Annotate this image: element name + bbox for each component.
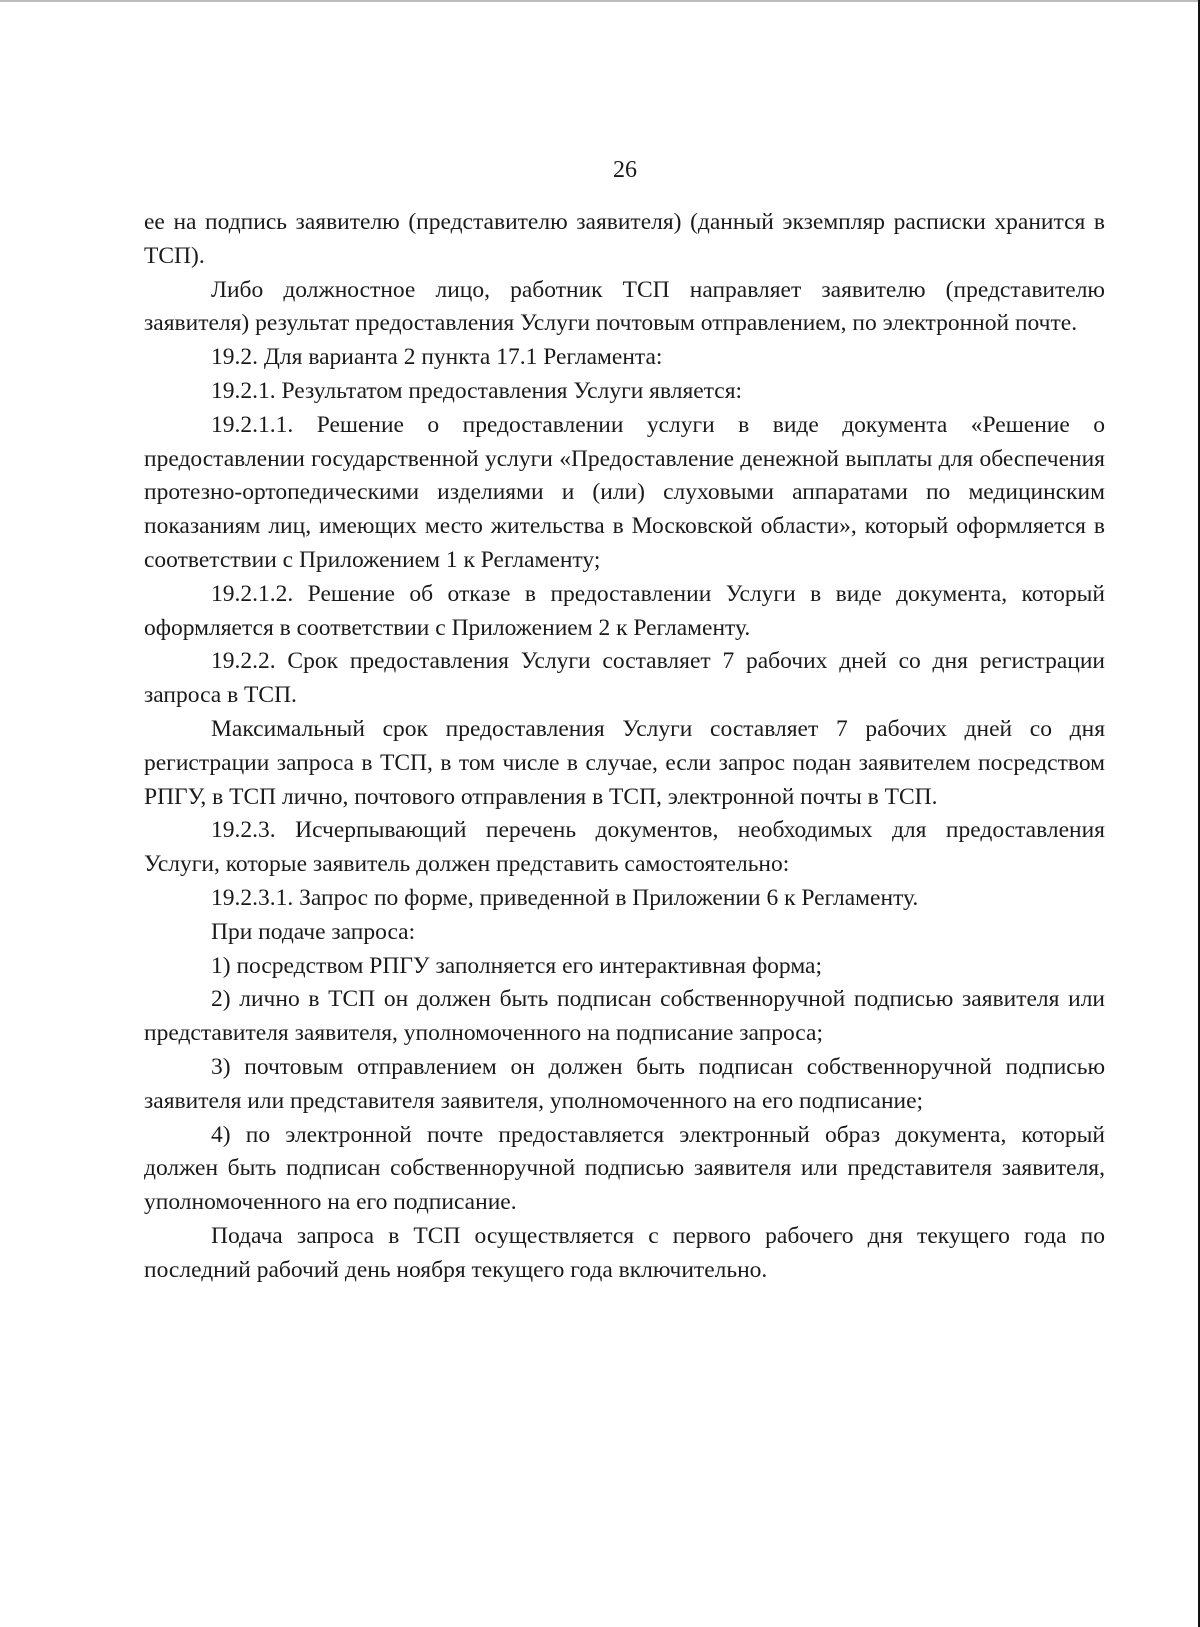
paragraph-submission-intro: При подаче запроса:	[211, 918, 416, 945]
paragraph-19-2-3: 19.2.3. Исчерпывающий перечень документов, необходимых для предоставления Услуги, которые заявитель должен представить самостоятельно:	[144, 817, 1105, 878]
paragraph-19-2-1: 19.2.1. Результатом предоставления Услуги является:	[211, 377, 743, 404]
page-number: 26	[613, 157, 637, 183]
paragraph-19-2-3-1: 19.2.3.1. Запрос по форме, приведенной в Приложении 6 к Регламенту.	[211, 884, 919, 911]
paragraph-alternative-delivery: Либо должностное лицо, работник ТСП направляет заявителю (представителю заявителя) результат предоставления Услуги почтовым отправлением, по электронной почте.	[144, 276, 1105, 337]
paragraph-continuation: ее на подпись заявителю (представителю заявителя) (данный экземпляр расписки хранится в ТСП).	[144, 209, 1105, 269]
list-item-3: 3) почтовым отправлением он должен быть подписан собственноручной подписью заявителя или представителя заявителя, уполномоченного на его подписание;	[144, 1053, 1105, 1114]
scan-border-top	[0, 0, 1200, 2]
document-body	[144, 206, 1105, 1288]
paragraph-submission-period: Подача запроса в ТСП осуществляется с первого рабочего дня текущего года по последний рабочий день ноября текущего года включительно.	[144, 1222, 1105, 1283]
list-item-4: 4) по электронной почте предоставляется электронный образ документа, который должен быть подписан собственноручной подписью заявителя или представителя заявителя, уполномоченного на его подписание.	[144, 1121, 1105, 1216]
paragraph-19-2-1-1: 19.2.1.1. Решение о предоставлении услуги в виде документа «Решение о предоставлении государственной услуги «Предоставление денежной выплаты для обеспечения протезно-ортопедическими изделиями и (или) слуховыми аппаратами по медицинским показаниям лиц, имеющих место жительства в Московской области», который оформляется в соответствии с Приложением 1 к Регламенту;	[144, 411, 1105, 573]
paragraph-19-2: 19.2. Для варианта 2 пункта 17.1 Регламента:	[211, 344, 663, 371]
paragraph-19-2-2: 19.2.2. Срок предоставления Услуги составляет 7 рабочих дней со дня регистрации запроса в ТСП.	[144, 648, 1105, 709]
list-item-1: 1) посредством РПГУ заполняется его интерактивная форма;	[211, 952, 822, 979]
paragraph-max-term: Максимальный срок предоставления Услуги составляет 7 рабочих дней со дня регистрации запроса в ТСП, в том числе в случае, если запрос подан заявителем посредством РПГУ, в ТСП лично, почтового отправления в ТСП, электронной почты в ТСП.	[144, 715, 1105, 810]
paragraph-19-2-1-2: 19.2.1.2. Решение об отказе в предоставлении Услуги в виде документа, который оформляется в соответствии с Приложением 2 к Регламенту.	[144, 580, 1105, 641]
list-item-2: 2) лично в ТСП он должен быть подписан собственноручной подписью заявителя или представителя заявителя, уполномоченного на подписание запроса;	[144, 986, 1105, 1047]
